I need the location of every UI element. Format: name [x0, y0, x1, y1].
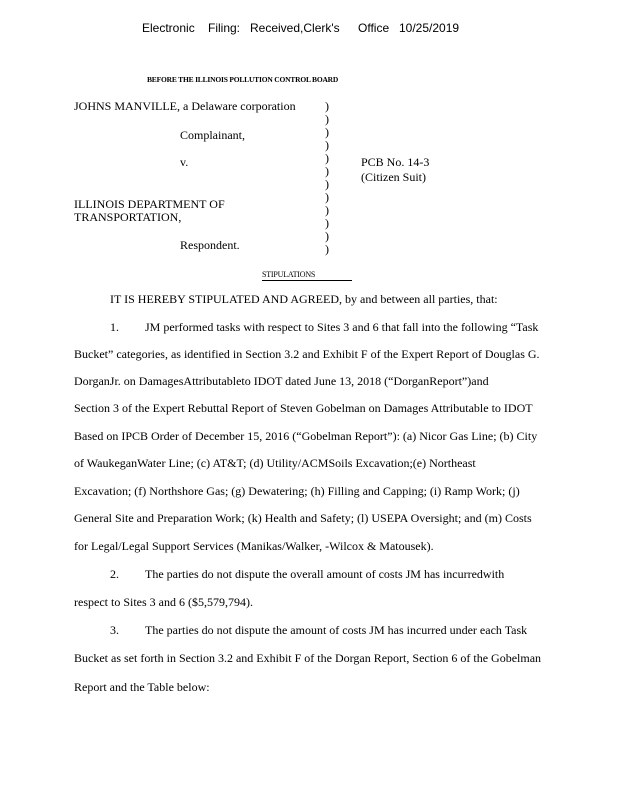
- paragraph-line: JM performed tasks with respect to Sites 3 and 6 that fall into the following “Task: [145, 320, 539, 334]
- intro-sentence: IT IS HEREBY STIPULATED AND AGREED, by and between all parties, that:: [110, 292, 498, 306]
- caption-paren: ): [325, 112, 329, 126]
- caption-paren: ): [325, 151, 329, 165]
- paragraph-line: respect to Sites 3 and 6 ($5,579,794).: [74, 595, 253, 609]
- paragraph-line: of WaukeganWater Line; (c) AT&T; (d) Utility/ACMSoils Excavation;(e) Northeast: [74, 456, 476, 470]
- filing-stamp-office: Office: [358, 21, 390, 35]
- paragraph-line: for Legal/Legal Support Services (Manikas/Walker, -Wilcox & Matousek).: [74, 539, 434, 553]
- defendant-name-line2: TRANSPORTATION,: [74, 210, 182, 224]
- caption-paren: ): [325, 138, 329, 152]
- paragraph-line: Bucket as set forth in Section 3.2 and Exhibit F of the Dorgan Report, Section 6 of the Gobelman: [74, 651, 542, 665]
- caption-paren: ): [325, 242, 329, 256]
- filing-stamp-date: 10/25/2019: [399, 21, 460, 35]
- caption-paren: ): [325, 229, 329, 243]
- heading-underline: [262, 280, 352, 281]
- paragraph-line: Based on IPCB Order of December 15, 2016 (“Gobelman Report”): (a) Nicor Gas Line; (b) City: [74, 429, 538, 443]
- paragraph-number: 1.: [110, 320, 119, 334]
- plaintiff-name: JOHNS MANVILLE, a Delaware corporation: [74, 99, 296, 113]
- paragraph-number: 2.: [110, 567, 119, 581]
- stipulations-heading: STIPULATIONS: [262, 270, 316, 279]
- paragraph-line: The parties do not dispute the overall amount of costs JM has incurredwith: [145, 567, 505, 581]
- caption-paren: ): [325, 164, 329, 178]
- versus-label: v.: [180, 155, 189, 169]
- complainant-label: Complainant,: [180, 128, 245, 142]
- paragraph-number: 3.: [110, 623, 119, 637]
- caption-paren: ): [325, 203, 329, 217]
- caption-paren: ): [325, 177, 329, 191]
- filing-stamp-electronic: Electronic: [142, 21, 195, 35]
- respondent-label: Respondent.: [180, 238, 240, 252]
- defendant-name-line1: ILLINOIS DEPARTMENT OF: [74, 197, 225, 211]
- caption-paren: ): [325, 190, 329, 204]
- paragraph-line: Bucket” categories, as identified in Section 3.2 and Exhibit F of the Expert Report of Douglas G.: [74, 347, 540, 361]
- case-type: (Citizen Suit): [361, 170, 426, 184]
- court-title: BEFORE THE ILLINOIS POLLUTION CONTROL BOARD: [147, 75, 339, 84]
- caption-paren: ): [325, 125, 329, 139]
- paragraph-line: Section 3 of the Expert Rebuttal Report of Steven Gobelman on Damages Attributable to IDOT: [74, 401, 533, 415]
- case-number: PCB No. 14-3: [361, 155, 430, 169]
- paragraph-line: Excavation; (f) Northshore Gas; (g) Dewatering; (h) Filling and Capping; (i) Ramp Work; (j): [74, 484, 520, 498]
- paragraph-line: Report and the Table below:: [74, 680, 210, 694]
- caption-paren: ): [325, 216, 329, 230]
- filing-stamp-filing: Filing:: [208, 21, 241, 35]
- paragraph-line: General Site and Preparation Work; (k) Health and Safety; (l) USEPA Oversight; and (m) Costs: [74, 511, 532, 525]
- caption-paren: ): [325, 99, 329, 113]
- filing-stamp-received: Received,Clerk's: [250, 21, 340, 35]
- paragraph-line: The parties do not dispute the amount of costs JM has incurred under each Task: [145, 623, 528, 637]
- paragraph-line: DorganJr. on DamagesAttributableto IDOT dated June 13, 2018 (“DorganReport”)and: [74, 374, 489, 388]
